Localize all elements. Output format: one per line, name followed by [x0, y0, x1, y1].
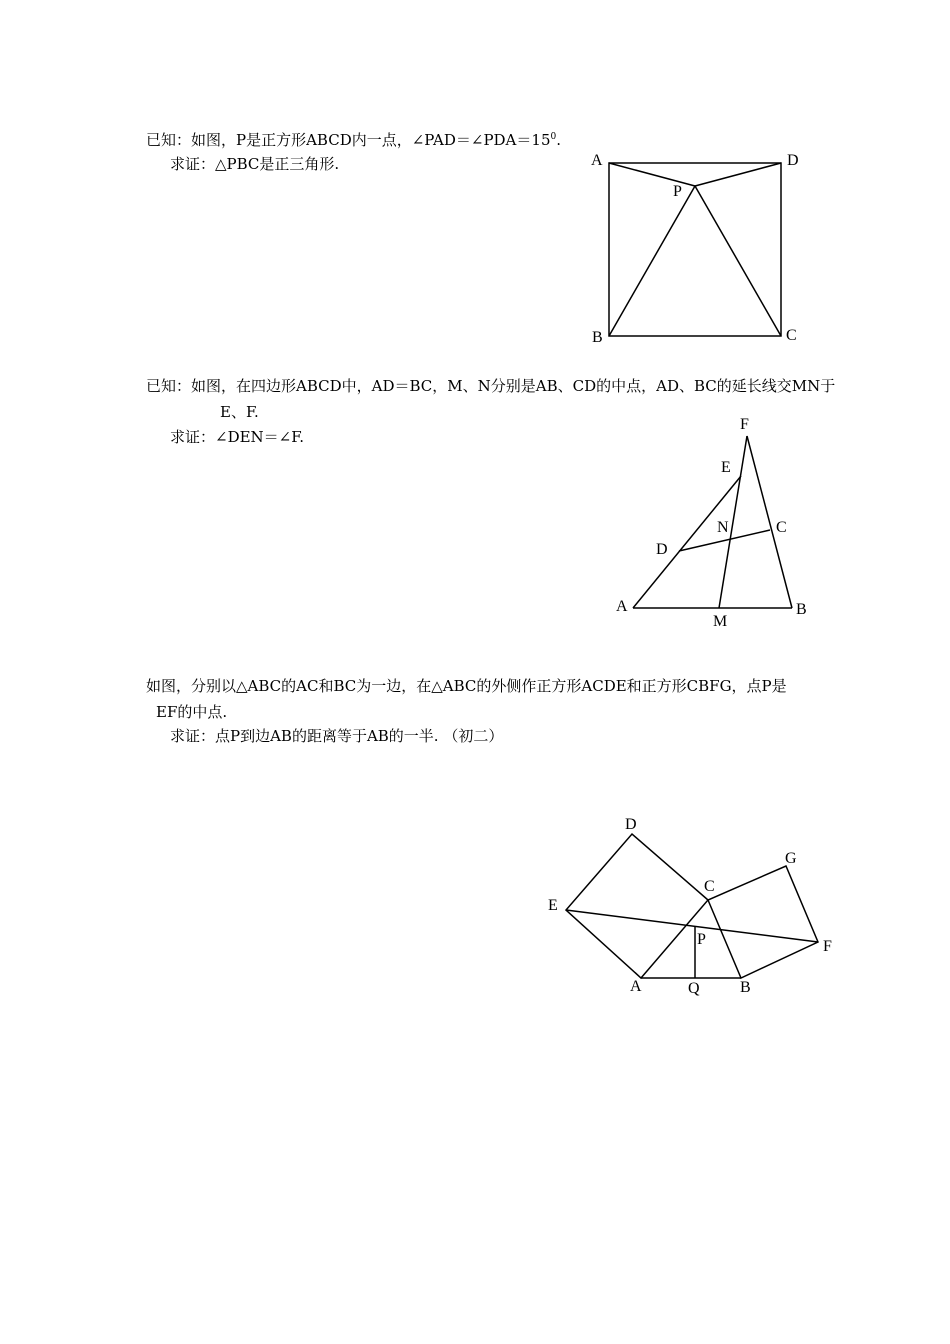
label-c: C	[776, 519, 787, 536]
label-p: P	[673, 183, 682, 200]
problem3-given-line2: EF的中点.	[156, 703, 228, 721]
label-g: G	[785, 850, 797, 867]
problem1-given-text: 已知：如图，P是正方形ABCD内一点，∠PAD＝∠PDA＝15	[146, 131, 551, 149]
problem1-prove: 求证：△PBC是正三角形.	[170, 155, 340, 173]
label-n: N	[717, 519, 729, 536]
segment-ef	[566, 910, 818, 942]
label-e: E	[548, 897, 558, 914]
label-a: A	[591, 152, 603, 169]
segment-dp	[695, 163, 781, 186]
segment-ap	[609, 163, 695, 186]
label-f: F	[823, 938, 832, 955]
label-p: P	[697, 931, 706, 948]
figure1-square	[591, 152, 799, 346]
label-a: A	[616, 598, 628, 615]
label-a: A	[630, 978, 642, 995]
label-b: B	[796, 601, 807, 618]
segment-ae	[633, 476, 741, 608]
problem2-given-line1: 已知：如图，在四边形ABCD中，AD＝BC，M、N分别是AB、CD的中点，AD、BC的延长线交MN于	[146, 377, 836, 395]
segment-bp	[609, 186, 695, 336]
problem2-given-line2: E、F.	[220, 403, 259, 421]
label-d: D	[625, 816, 637, 833]
label-b: B	[740, 979, 751, 996]
label-d: D	[787, 152, 799, 169]
label-d: D	[656, 541, 668, 558]
figure2-quadrilateral	[616, 416, 807, 630]
problem3-given-line1: 如图，分别以△ABC的AC和BC为一边，在△ABC的外侧作正方形ACDE和正方形CBFG，点P是	[146, 677, 787, 695]
problem2-prove: 求证：∠DEN＝∠F.	[170, 428, 305, 446]
label-c: C	[786, 327, 797, 344]
label-m: M	[713, 613, 728, 630]
problem3-prove: 求证：点P到边AB的距离等于AB的一半. （初二）	[170, 727, 504, 745]
square-cbfg	[708, 866, 818, 978]
label-b: B	[592, 329, 603, 346]
square-acde	[566, 834, 708, 978]
segment-cp	[695, 186, 781, 336]
label-e: E	[721, 459, 731, 476]
label-c: C	[704, 878, 715, 895]
square-abcd	[609, 163, 781, 336]
figure3-squares	[548, 816, 832, 997]
label-q: Q	[688, 980, 700, 997]
label-f: F	[740, 416, 749, 433]
problem1-given-end: .	[556, 131, 561, 149]
degree-superscript: 0	[550, 132, 557, 142]
